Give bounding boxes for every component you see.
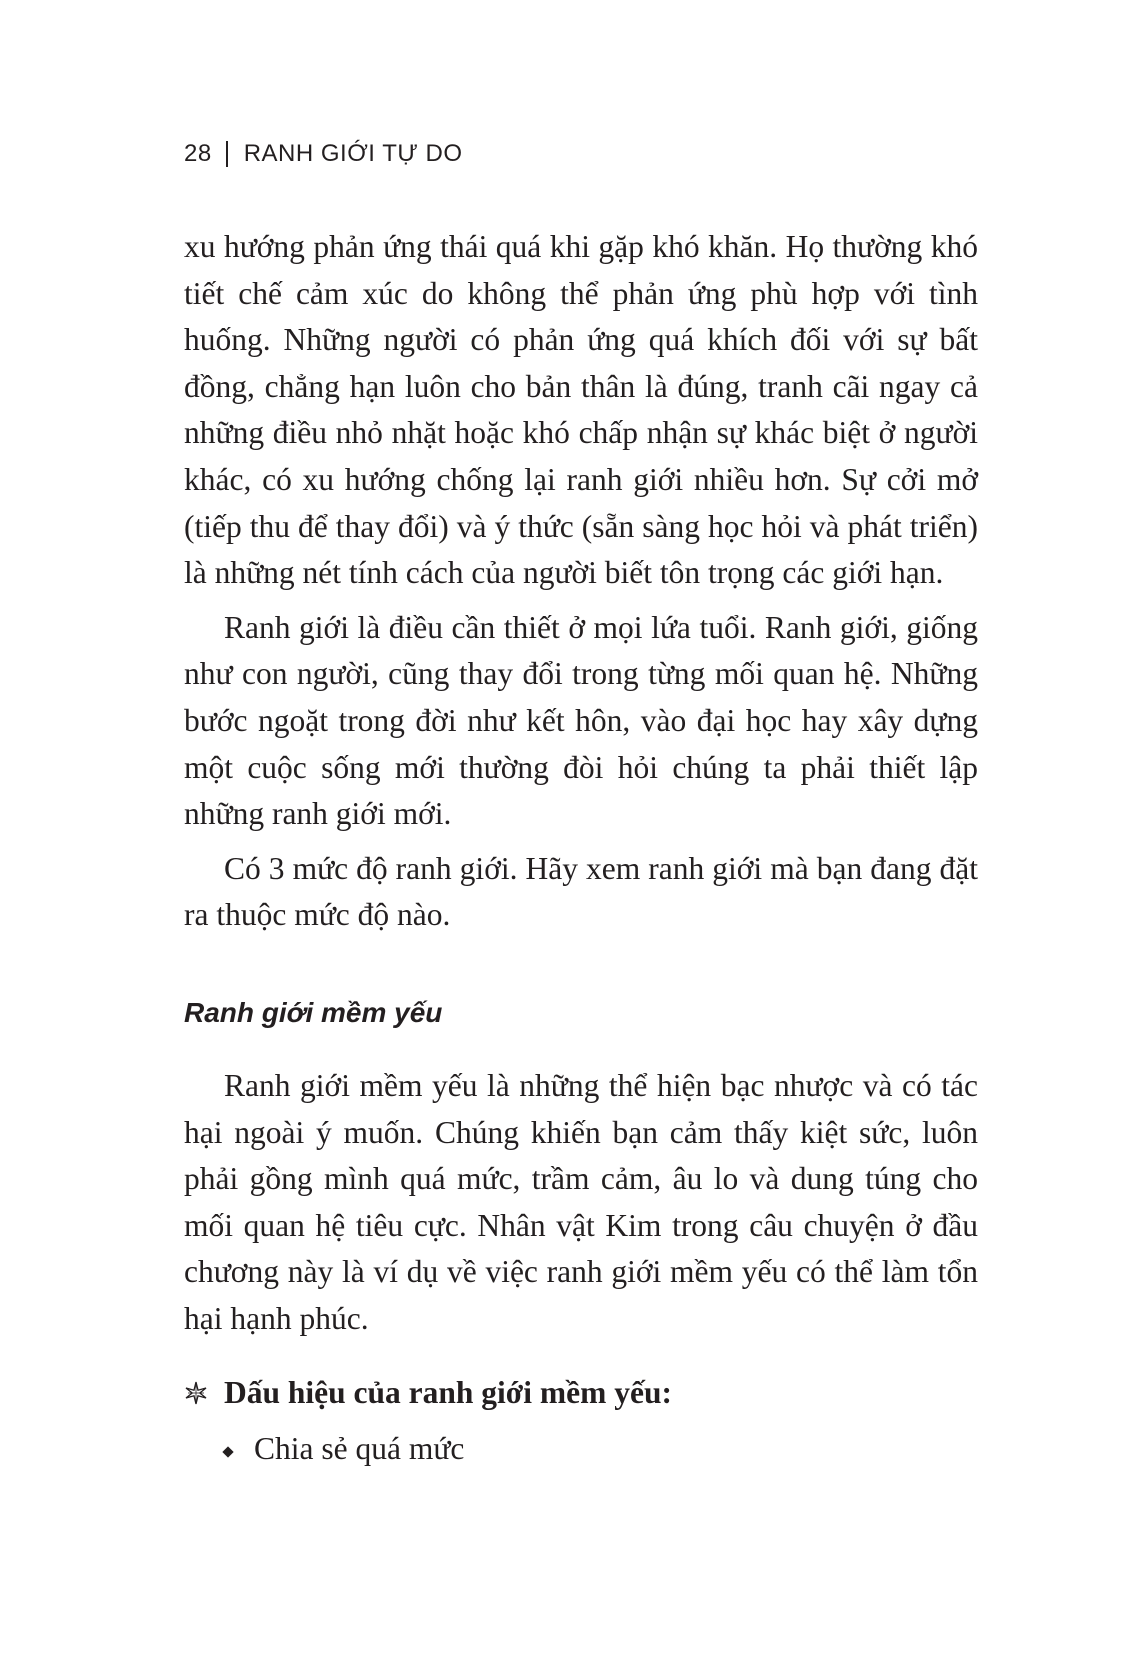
page-number: 28: [184, 140, 212, 167]
signs-heading-text: Dấu hiệu của ranh giới mềm yếu:: [224, 1375, 672, 1411]
section-heading: Ranh giới mềm yếu: [184, 996, 443, 1028]
running-header: [184, 140, 463, 168]
paragraph-weak-boundaries: Ranh giới mềm yếu là những thể hiện bạc nhược và có tác hại ngoài ý muốn. Chúng khiến bạn cảm thấy kiệt sức, luôn phải gồng mình quá mức, trầm cảm, âu lo và dung túng cho mối quan hệ tiêu cực. Nhân vật Kim trong câu chuyện ở đầu chương này là ví dụ về việc ranh giới mềm yếu có thể làm tổn hại hạnh phúc.: [184, 1067, 978, 1336]
paragraph-boundaries-all-ages: Ranh giới là điều cần thiết ở mọi lứa tuổi. Ranh giới, giống như con người, cũng thay đổi trong từng mối quan hệ. Những bước ngoặt trong đời như kết hôn, vào đại học hay xây dựng một cuộc sống mới thường đòi hỏi chúng ta phải thiết lập những ranh giới mới.: [184, 609, 978, 832]
star-outline-icon: [184, 1381, 208, 1405]
paragraph-three-levels: Có 3 mức độ ranh giới. Hãy xem ranh giới mà bạn đang đặt ra thuộc mức độ nào.: [184, 850, 978, 933]
list-item-text: Chia sẻ quá mức: [254, 1431, 465, 1467]
header-separator: [226, 141, 228, 167]
paragraph-continued: xu hướng phản ứng thái quá khi gặp khó khăn. Họ thường khó tiết chế cảm xúc do không thể phản ứng phù hợp với tình huống. Những người có phản ứng quá khích đối với sự bất đồng, chẳng hạn luôn cho bản thân là đúng, tranh cãi ngay cả những điều nhỏ nhặt hoặc khó chấp nhận sự khác biệt ở người khác, có xu hướng chống lại ranh giới nhiều hơn. Sự cởi mở (tiếp thu để thay đổi) và ý thức (sẵn sàng học hỏi và phát triển) là những nét tính cách của người biết tôn trọng các giới hạn.: [184, 229, 978, 591]
signs-heading: [184, 1370, 978, 1416]
list-item: [224, 1426, 978, 1472]
running-title: RANH GIỚI TỰ DO: [243, 140, 463, 167]
diamond-bullet-icon: [222, 1447, 233, 1458]
page-body: [184, 224, 978, 1472]
